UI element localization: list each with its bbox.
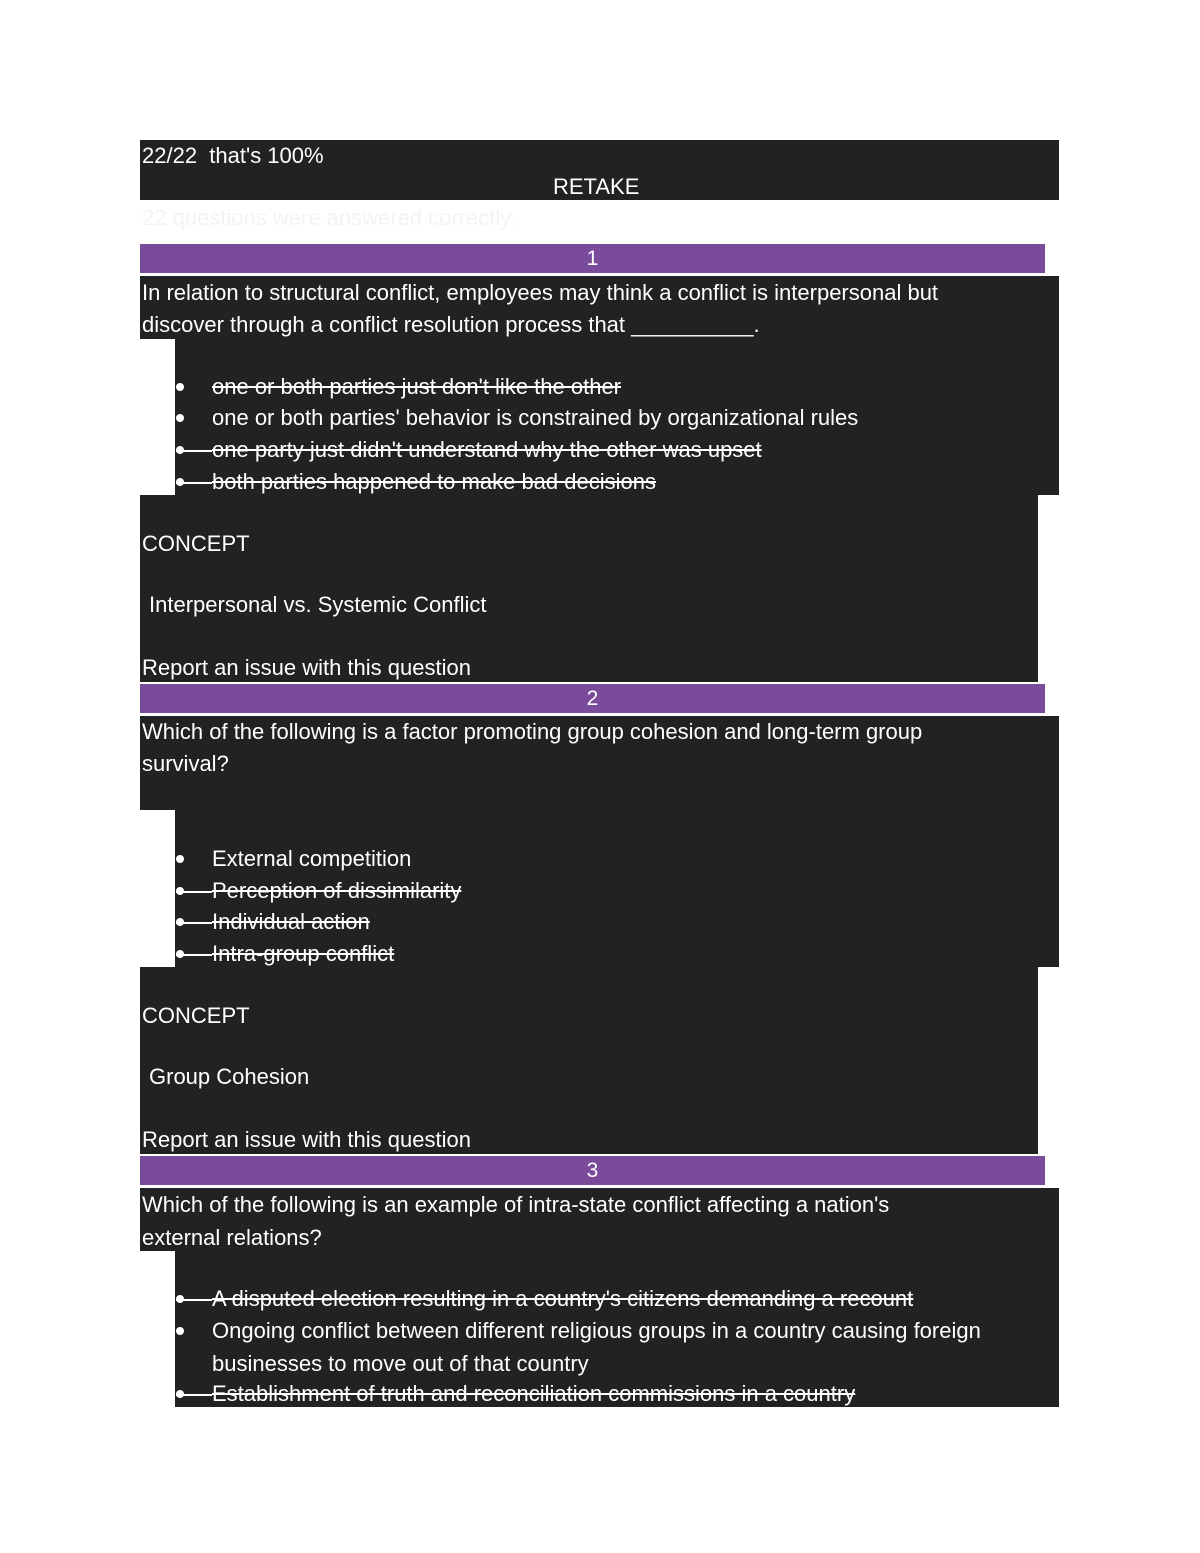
strike-line — [176, 482, 212, 484]
question-prompt-line: survival? — [142, 751, 229, 776]
question-options-gap — [140, 810, 175, 967]
answer-option-text: Ongoing conflict between different religious groups in a country causing foreign — [212, 1318, 981, 1343]
question-prompt-line: Which of the following is an example of intra-state conflict affecting a nation's — [142, 1192, 890, 1217]
question-prompt — [142, 1188, 889, 1254]
question-prompt — [142, 716, 922, 780]
strike-line — [176, 450, 212, 452]
strike-line — [176, 1299, 212, 1301]
answer-option-text: one party just didn't understand why the other was upset — [212, 437, 762, 462]
score-line — [142, 140, 324, 172]
concept-link[interactable]: Interpersonal vs. Systemic Conflict — [149, 592, 487, 617]
question-number: 1 — [586, 247, 599, 270]
question-number-bar — [140, 684, 1045, 713]
score-percent: that's 100% — [209, 143, 324, 168]
question-number: 2 — [586, 687, 599, 710]
answer-option-text: Individual action — [212, 909, 370, 934]
question-prompt-line: discover through a conflict resolution process that __________. — [142, 312, 760, 337]
question-number-bar — [140, 1156, 1045, 1185]
answer-option-text: A disputed election resulting in a country's citizens demanding a recount — [212, 1286, 914, 1311]
question-number: 3 — [586, 1159, 599, 1182]
strike-line — [176, 954, 212, 956]
concept-label: CONCEPT — [142, 531, 250, 556]
strike-line — [176, 922, 212, 924]
report-issue-link[interactable]: Report an issue with this question — [142, 1127, 471, 1152]
strike-line — [176, 1394, 212, 1396]
answer-option-text: Perception of dissimilarity — [212, 878, 462, 903]
retake-button[interactable]: RETAKE — [553, 174, 640, 199]
bullet-icon — [176, 414, 184, 422]
answer-option-text: Establishment of truth and reconciliation commissions in a country — [212, 1381, 856, 1406]
concept-link[interactable]: Group Cohesion — [149, 1064, 310, 1089]
question-options-gap — [140, 339, 175, 495]
score-summary: 22 questions were answered correctly. — [142, 205, 516, 230]
concept-label: CONCEPT — [142, 1003, 250, 1028]
question-prompt-line: external relations? — [142, 1225, 322, 1250]
bullet-icon — [176, 383, 184, 391]
answer-option-text: one or both parties just don't like the other — [212, 374, 622, 399]
question-prompt-line: Which of the following is a factor promoting group cohesion and long-term group — [142, 719, 923, 744]
answer-option-text: Intra-group conflict — [212, 941, 395, 966]
answer-option-text-cont: businesses to move out of that country — [212, 1351, 589, 1376]
answer-option-text: both parties happened to make bad decisions — [212, 469, 656, 494]
report-issue-link[interactable]: Report an issue with this question — [142, 655, 471, 680]
bullet-icon — [176, 855, 184, 863]
bullet-icon — [176, 1327, 184, 1335]
question-prompt — [142, 277, 938, 341]
question-prompt-line: In relation to structural conflict, employees may think a conflict is interpersonal but — [142, 280, 939, 305]
question-number-bar — [140, 244, 1045, 273]
answer-option-text: one or both parties' behavior is constrained by organizational rules — [212, 405, 859, 430]
answer-option-text: External competition — [212, 846, 412, 871]
strike-line — [176, 891, 212, 893]
score-fraction: 22/22 — [142, 143, 198, 168]
